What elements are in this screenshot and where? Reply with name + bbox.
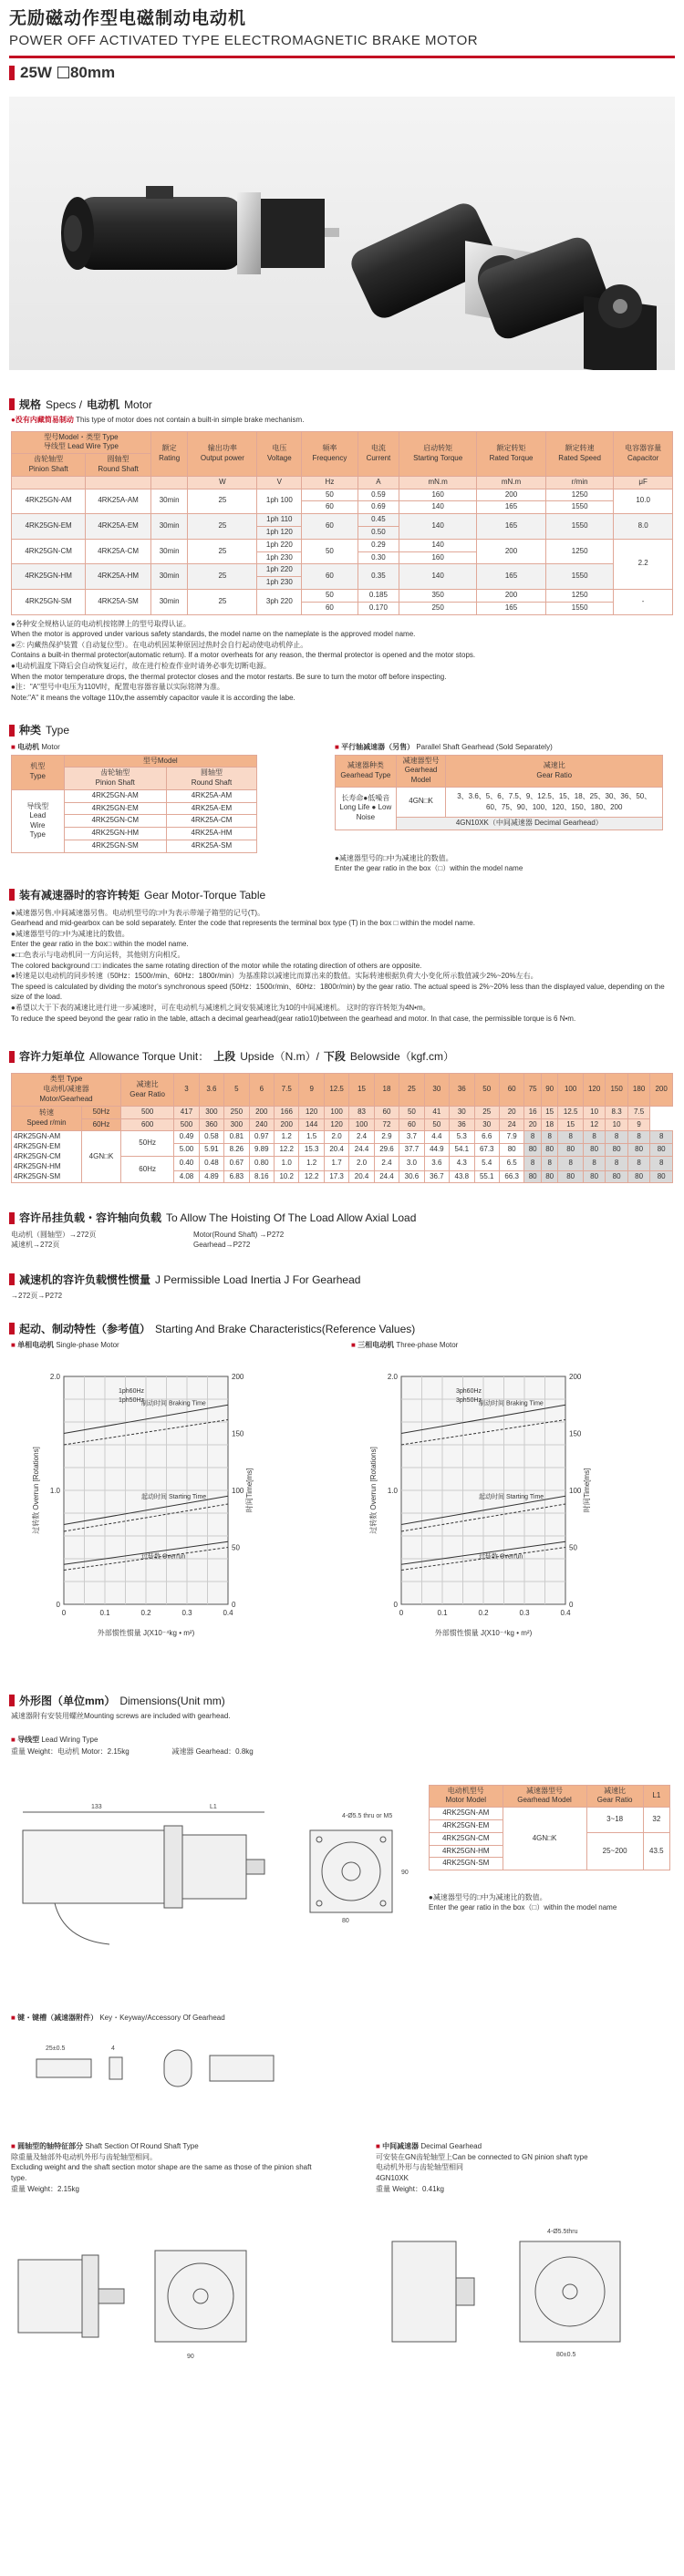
torque-cell: 8 [524,1156,542,1170]
torque-cell: 80 [650,1170,673,1183]
ratio-cell: 200 [650,1074,673,1106]
dims-heading: 外形图（单位mm） Dimensions(Unit mm) [9,1694,675,1708]
speed-cell: 83 [349,1106,374,1118]
product-photo [9,97,675,370]
x-tick-label: 0.2 [478,1608,489,1617]
speed-cell: 240 [249,1118,274,1131]
dims-weight: 重量 Weight：电动机 Motor：2.15kg 减速器 Gearhead：0.8kg [11,1747,254,1757]
dim-133: 133 [91,1803,102,1810]
curve-label-starting: 起动时间 Starting Time [479,1493,544,1500]
bottom-svg [0,2205,684,2387]
torque-cell: 1.2 [275,1131,299,1144]
spec-row: 4RK25GN-HM 4RK25A-HM 30min 25 1ph 220 60 0.35 140 165 1550 [12,564,673,577]
torque-cell: 80 [558,1144,583,1157]
bottom-block [0,2141,684,2396]
y-axis-label: 过转数 Overrun [Rotations] [369,1446,378,1534]
torque-cell: 0.80 [249,1156,274,1170]
speed-cell: 600 [121,1118,174,1131]
torque-cell: 5.91 [199,1144,223,1157]
power-size-heading [0,58,684,84]
torque-cell: 24.4 [374,1170,399,1183]
y-tick-label: 0 [569,1600,574,1609]
dim-L1: L1 [210,1803,217,1810]
torque-cell: 0.48 [199,1156,223,1170]
types-gear-label: ■ 平行轴减速器（另售） Parallel Shaft Gearhead (Sold Separately) [335,742,553,751]
torque-cell: 80 [541,1144,558,1157]
torque-cell: 6.6 [474,1131,499,1144]
torque-cell: 80 [606,1170,627,1183]
torque-cell: 4.89 [199,1170,223,1183]
curve-label-overrun: 过转数 Overrun [141,1553,186,1561]
dim-key-25: 25±0.5 [46,2045,66,2053]
torque-cell: 67.3 [474,1144,499,1157]
torque-cell: 80 [627,1170,649,1183]
y2-tick-label: 2.0 [49,1372,60,1381]
chart1-title: ■ 单相电动机 Single-phase Motor [11,1340,119,1349]
torque-cell: 2.4 [349,1131,374,1144]
torque-cell: 8.16 [249,1170,274,1183]
torque-cell: 80 [583,1144,605,1157]
allowance-table: 类型 Type 电动机/减速器 Motor/Gearhead 减速比 Gear Ratio 3 3.6 5 6 7.5 9 12.5 15 18 25 30 36 50 60 75 90 100 120 150 180 200 转速 Speed r/min 50Hz 500 417 300 250 200 166 120 100 83 60 50 41 30 25 20 16 15 12.5 10 8.3 7.5 60Hz 600 500 360 300 240 200 144 120 100 72 60 50 36 30 24 20 18 15 12 10 9 4RK25GN-AM 4RK25GN-EM 4RK25GN-CM 4RK25GN-HM 4RK25GN-SM 4GN□K 50Hz 0.49 0.58 0.81 0.97 1.2 1.5 2.0 2.4 2.9 3.7 4.4 5.3 6.6 7.9 8 8 8 8 8 8 8 5.00 5.91 8.26 9.89 12.2 15.3 20.4 24.4 29.6 37.7 44.9 54.1 67.3 80 80 80 80 80 80 80 80 60Hz 0.40 0.48 0.67 0.80 1.0 1.2 1.7 2.0 2.4 3.0 3.6 4.3 5.4 6.5 8 8 8 8 8 8 8 4.08 4.89 6.83 8.16 10.2 12.2 17.3 20.4 24.4 30.6 36.7 43.8 55.1 66.3 80 80 80 80 80 80 80 [11,1073,673,1183]
speed-cell: 360 [199,1118,223,1131]
y2-tick-label: 1.0 [49,1486,60,1495]
speed-cell: 200 [249,1106,274,1118]
torque-cell: 8 [606,1156,627,1170]
types-heading: 种类 Type [9,723,675,737]
torque-cell: 9.89 [249,1144,274,1157]
y2-tick-label: 0 [56,1600,60,1609]
torque-cell: 0.81 [224,1131,249,1144]
ratio-cell: 30 [424,1074,449,1106]
types-gear-note: ●减速器型号的□中为减速比的数值。 Enter the gear ratio in the box（□）within the model name [335,853,523,873]
speed-cell: 8.3 [606,1106,627,1118]
torque-cell: 0.58 [199,1131,223,1144]
torque-cell: 3.7 [399,1131,424,1144]
torque-cell: 8 [583,1131,605,1144]
speed-cell: 100 [349,1118,374,1131]
charts-block [0,1340,684,1686]
torque-cell: 0.49 [174,1131,199,1144]
torque-cell: 2.0 [349,1156,374,1170]
speed-cell: 120 [299,1106,324,1118]
torque-cell: 2.9 [374,1131,399,1144]
ratio-cell: 180 [627,1074,649,1106]
torque-cell: 44.9 [424,1144,449,1157]
y-tick-label: 100 [232,1486,244,1495]
ratio-cell: 60 [499,1074,523,1106]
torque-cell: 24.4 [349,1144,374,1157]
x-tick-label: 0.4 [560,1608,571,1617]
ratio-cell: 100 [558,1074,583,1106]
torque-cell: 0.40 [174,1156,199,1170]
y2-axis-label: 时间Time[ms] [583,1468,591,1513]
legend-1: 1ph60Hz [119,1387,145,1395]
torque-cell: 30.6 [399,1170,424,1183]
specs-subnote: ●没有内藏简易制动 This type of motor does not contain a built-in simple brake mechanism. [11,416,305,425]
ratio-cell: 75 [524,1074,542,1106]
y-tick-label: 100 [569,1486,582,1495]
speed-cell: 100 [324,1106,348,1118]
dims-drawing [0,1785,684,2013]
square-icon [57,67,69,78]
y2-tick-label: 2.0 [387,1372,398,1381]
chart2-title: ■ 三相电动机 Three-phase Motor [351,1340,459,1349]
torque-cell: 80 [524,1144,542,1157]
x-tick-label: 0 [61,1608,67,1617]
torque-cell: 4.08 [174,1170,199,1183]
y2-tick-label: 1.0 [387,1486,398,1495]
x-tick-label: 0.2 [140,1608,151,1617]
ratio-cell: 18 [374,1074,399,1106]
torque-cell: 80 [558,1170,583,1183]
torque-cell: 1.7 [324,1156,348,1170]
ratio-cell: 5 [224,1074,249,1106]
speed-cell: 500 [121,1106,174,1118]
torque-cell: 36.7 [424,1170,449,1183]
dim-80: 80 [342,1917,349,1924]
torque-cell: 43.8 [450,1170,474,1183]
ratio-cell: 25 [399,1074,424,1106]
torque-cell: 80 [524,1170,542,1183]
torque-cell: 8 [524,1131,542,1144]
legend-1: 3ph60Hz [456,1387,482,1395]
ratio-cell: 3.6 [199,1074,223,1106]
decimal-title: ■ 中间减速器 Decimal Gearhead 可安装在GN齿轮轴型上Can be connected to GN pinion shaft type 电动机外形与齿轮轴型相同 4GN10XK 重量 Weight：0.41kg [376,2142,588,2193]
torque-cell: 1.0 [275,1156,299,1170]
specs-notes: ●各种安全规格认证的电动机按铭牌上的型号取得认证。 When the motor is approved under various safety standards, the model name on the nameplate is the approved model name. ●Ⓩ: 内藏热保护装置（自动复位型）。在电动机因某种原因过热时会自行起动使电动机停止。 Contains a built-in thermal protector(automatic return). If a motor overheats for any reason, the thermal protector is opened and the motor stops. ●电动机温度下降后会自动恢复运行，故在进行检查作业时请务必事先切断电源。 When the motor temperature drops, the thermal protector closes and the motor restarts. Be sure to turn the motor off before inspecting. ●注："A"型号中电压为110V时，配置电容器容量以实际铭牌为准。 Note:"A" it means the voltage 110v,the assembly capacitor vaule it is according the labe. [11,619,476,702]
spec-row: 4RK25GN-SM 4RK25A-SM 30min 25 3ph 220 50 0.185 350 200 1250 - [12,589,673,602]
x-tick-label: 0.1 [437,1608,448,1617]
torque-cell: 8 [541,1131,558,1144]
speed-cell: 50 [424,1118,449,1131]
ratio-cell: 9 [299,1074,324,1106]
torque-cell: 8 [558,1131,583,1144]
x-tick-label: 0.3 [181,1608,192,1617]
motor-photo-svg [9,97,675,370]
y-tick-label: 200 [232,1372,244,1381]
speed-cell: 25 [474,1106,499,1118]
dim-m5: 4-Ø5.5thru [547,2229,578,2236]
ratio-cell: 6 [249,1074,274,1106]
curve-label-braking: 制动时间 Braking Time [141,1400,206,1407]
torque-cell: 80 [650,1144,673,1157]
key-svg [0,2023,684,2132]
torque-cell: 80 [583,1170,605,1183]
dims-sub: 减速器附有安装用螺丝Mounting screws are included with gearhead. [11,1711,231,1720]
dim-4o5: 4-Ø5.5 thru or M5 [342,1812,393,1819]
torque-cell: 80 [541,1170,558,1183]
speed-cell: 120 [324,1118,348,1131]
torque-cell: 20.4 [324,1144,348,1157]
speed-cell: 7.5 [627,1106,649,1118]
inertia-ref: →272页→P272 [11,1291,63,1300]
speed-cell: 12 [583,1118,605,1131]
torque-cell: 8 [627,1156,649,1170]
ratio-cell: 36 [450,1074,474,1106]
types-motor-table: 机型 Type 型号Model 齿轮轴型 Pinion Shaft 圆轴型 Round Shaft 导线型 Lead Wire Type 4RK25GN-AM 4RK25A-AM 4RK25GN-EM 4RK25A-EM 4RK25GN-CM 4RK25A-CM 4RK25GN-HM 4RK25A-HM 4RK25GN-SM 4RK25A-SM [11,755,257,853]
legend-2: 3ph50Hz [456,1396,482,1404]
ratio-cell: 150 [606,1074,627,1106]
x-tick-label: 0.4 [223,1608,233,1617]
torque-cell: 29.6 [374,1144,399,1157]
chart-three-phase [365,1358,638,1686]
torque-cell: 5.4 [474,1156,499,1170]
x-tick-label: 0 [399,1608,404,1617]
y2-axis-label: 时间Time[ms] [245,1468,254,1513]
charts-heading: 起动、制动特性（参考值） Starting And Brake Characteristics(Reference Values) [9,1322,675,1336]
torque-cell: 8.26 [224,1144,249,1157]
y-tick-label: 50 [569,1543,577,1552]
dims-table: 电动机型号 Motor Model 减速器型号 Gearhead Model 减速比 Gear Ratio L1 4RK25GN-AM 4GN□K 3~18 32 4RK25GN-EM 4RK25GN-CM 25~200 43.5 4RK25GN-HM 4RK25GN-SM [429,1785,670,1871]
title-cn: 无励磁动作型电磁制动电动机 [9,9,247,28]
speed-cell: 9 [627,1118,649,1131]
speed-cell: 10 [583,1106,605,1118]
torque-cell: 5.00 [174,1144,199,1157]
y-tick-label: 50 [232,1543,240,1552]
y-tick-label: 0 [232,1600,236,1609]
torque-cell: 1.5 [299,1131,324,1144]
speed-cell: 60 [399,1118,424,1131]
torque-cell: 7.9 [499,1131,523,1144]
speed-cell: 144 [299,1118,324,1131]
torque-cell: 3.0 [399,1156,424,1170]
torque-cell: 8 [583,1156,605,1170]
torque-cell: 2.0 [324,1131,348,1144]
title-en: POWER OFF ACTIVATED TYPE ELECTROMAGNETIC BRAKE MOTOR [9,32,479,48]
torque-cell: 8 [650,1131,673,1144]
speed-cell: 250 [224,1106,249,1118]
inertia-heading: 减速机的容许负载惯性惯量 J Permissible Load Inertia J For Gearhead [9,1273,675,1287]
speed-cell: 12.5 [558,1106,583,1118]
speed-cell: 166 [275,1106,299,1118]
spec-row: 4RK25GN-CM 4RK25A-CM 30min 25 1ph 220 50 0.29 140 200 1250 2.2 [12,539,673,551]
torque-cell: 15.3 [299,1144,324,1157]
key-drawing [0,2023,684,2132]
torque-cell: 12.2 [275,1144,299,1157]
torque-notes: ●减速器另售,中间减速器另售。电动机型号的□中为表示带端子箱型的记号(T)。 Gearhead and mid-gearbox can be sold separately. Enter the code that represents the terminal box type (T) in the box □ within the model name. ●减速器型号的□中为减速比的数值。 Enter the gear ratio in the box□ within the model name. ●□□色表示与电动机同一方向运转，其他则方向相反。 The colored background □□ indicates the same rotating direction of the motor while the rotating direction of others are opposite. ●转速是以电动机的同步转速（50Hz：1500r/min、60Hz：1800r/min）为基准除以减速比而算出来的数值。实际转速根据负荷大小变化所示数值减少2%~20%左右。 The speed is calculated by dividing the motor's synchronous speed (50Hz：1500r/min、60Hz：1800r/min) by the gear ratio. The actual speed is 2%~20% less than the displayed value, depending on the size of the load. ●希望以大于下表的减速比进行进一步减速时，可在电动机与减速机之间安装减速比为10的中间减速机。 这时的容许转矩为4N•m。 To reduce the speed beyond the gear ratio in the table, attach a decimal gearhead(gear ratio10)between the gearhead and motor. In that case, the permissible torque is 6 N•m. [11,908,665,1023]
x-axis-label: 外部惯性惯量 J(X10⁻⁴kg • m²) [97,1628,195,1637]
speed-cell: 200 [275,1118,299,1131]
dims-lead: ■ 导线型 Lead Wiring Type [11,1735,98,1744]
ratio-cell: 15 [349,1074,374,1106]
motor-1 [61,186,339,274]
dim-80b: 80±0.5 [556,2352,576,2359]
types-motor-label: ■ 电动机 Motor [11,742,60,751]
torque-cell: 80 [499,1144,523,1157]
speed-cell: 60 [374,1106,399,1118]
curve-label-overrun: 过转数 Overrun [479,1553,523,1561]
speed-cell: 20 [499,1106,523,1118]
y-tick-label: 200 [569,1372,582,1381]
torque-cell: 66.3 [499,1170,523,1183]
torque-cell: 80 [627,1144,649,1157]
torque-cell: 5.3 [450,1131,474,1144]
ratio-cell: 7.5 [275,1074,299,1106]
legend-2: 1ph50Hz [119,1396,145,1404]
spec-row: 4RK25GN-EM 4RK25A-EM 30min 25 1ph 110 60 0.45 140 165 1550 8.0 [12,514,673,527]
x-tick-label: 0.1 [99,1608,110,1617]
torque-cell: 37.7 [399,1144,424,1157]
size-label: 80mm [57,63,115,84]
torque-cell: 8 [558,1156,583,1170]
torque-cell: 6.83 [224,1170,249,1183]
speed-cell: 20 [524,1118,542,1131]
ratio-cell: 12.5 [324,1074,348,1106]
ratio-cell: 3 [174,1074,199,1106]
torque-cell: 8 [627,1131,649,1144]
torque-cell: 2.4 [374,1156,399,1170]
power-label: 25W [20,63,52,81]
y-tick-label: 150 [232,1429,244,1438]
key-title: ■ 键・键槽（减速器附件） Key・Keyway/Accessory Of Gearhead [11,2013,225,2022]
curve-label-braking: 制动时间 Braking Time [479,1400,544,1407]
torque-cell: 1.2 [299,1156,324,1170]
torque-cell: 55.1 [474,1170,499,1183]
specs-table: 型号Model・类型 Type 导线型 Lead Wire Type 额定 Rating 输出功率 Output power 电压 Voltage 频率 Frequency 电流 Current 启动转矩 Starting Torque 额定转矩 Rated Torque 额定转速 Rated Speed 电容器容量 Capacitor 齿轮轴型 Pinion Shaft 圆轴型 Round Shaft W V Hz A mN.m mN.m r/min μF 4RK25GN-AM 4RK25A-AM 30min 25 1ph 100 50 0.59 160 200 1250 10.0 60 0.69 140 165 1550 4RK25GN-EM 4RK25A-EM 30min 25 1ph 110 60 0.45 140 165 1550 8.0 1ph 120 0.50 4RK25GN-CM 4RK25A-CM 30min 25 1ph 220 50 0.29 140 200 1250 2.2 1ph 230 0.30 160 4RK25GN-HM 4RK25A-HM 30min 25 1ph 220 60 0.35 140 165 1550 1ph 230 4RK25GN-SM 4RK25A-SM 30min 25 3ph 220 50 0.185 350 200 1250 - 60 0.170 250 165 1550 [11,431,673,615]
torque-heading: 装有减速器时的容许转矩 Gear Motor-Torque Table [9,888,675,902]
speed-cell: 41 [424,1106,449,1118]
speed-cell: 30 [474,1118,499,1131]
speed-cell: 18 [541,1118,558,1131]
ratio-cell: 50 [474,1074,499,1106]
torque-cell: 54.1 [450,1144,474,1157]
speed-cell: 15 [541,1106,558,1118]
x-axis-label: 外部惯性惯量 J(X10⁻⁴kg • m²) [434,1628,533,1637]
dims-table-note: ●减速器型号的□中为减速比的数值。 Enter the gear ratio in the box（□）within the model name [429,1892,617,1912]
chart-single-phase [27,1358,301,1686]
speed-cell: 300 [224,1118,249,1131]
speed-cell: 10 [606,1118,627,1131]
dim-90b: 90 [187,2354,194,2361]
y-axis-label: 过转数 Overrun [Rotations] [32,1446,40,1534]
speed-cell: 30 [450,1106,474,1118]
speed-cell: 36 [450,1118,474,1131]
torque-cell: 20.4 [349,1170,374,1183]
torque-cell: 8 [650,1156,673,1170]
hoist-heading: 容许吊挂负载・容许轴向负载 To Allow The Hoisting Of The Load Allow Axial Load [9,1211,675,1225]
types-block [11,742,673,879]
header [0,0,684,50]
torque-cell: 3.6 [424,1156,449,1170]
dim-90: 90 [401,1869,409,1876]
spec-row: 4RK25GN-AM 4RK25A-AM 30min 25 1ph 100 50 0.59 160 200 1250 10.0 [12,489,673,501]
y2-tick-label: 0 [393,1600,398,1609]
speed-cell: 500 [174,1118,199,1131]
torque-cell: 4.3 [450,1156,474,1170]
speed-cell: 15 [558,1118,583,1131]
torque-cell: 10.2 [275,1170,299,1183]
speed-cell: 417 [174,1106,199,1118]
specs-heading: 规格 Specs / 电动机 Motor [9,397,675,412]
dim-key-4: 4 [111,2045,115,2053]
speed-cell: 24 [499,1118,523,1131]
heading-bar [9,66,15,80]
speed-cell: 50 [399,1106,424,1118]
y-tick-label: 150 [569,1429,582,1438]
torque-cell: 8 [606,1131,627,1144]
torque-cell: 0.97 [249,1131,274,1144]
ratio-cell: 120 [583,1074,605,1106]
torque-cell: 80 [606,1144,627,1157]
torque-cell: 0.67 [224,1156,249,1170]
torque-cell: 4.4 [424,1131,449,1144]
torque-cell: 12.2 [299,1170,324,1183]
speed-cell: 72 [374,1118,399,1131]
allowance-heading: 容许力矩单位 Allowance Torque Unit： 上段 Upside（N.m）/ 下段 Belowside（kgf.cm） [9,1049,675,1064]
round-title: ■ 圆轴型的轴特征部分 Shaft Section Of Round Shaft Type 除重量及轴部外电动机外形与齿轮轴型相同。 Excluding weight and the shaft section motor shape are the same as those of the pinion shaft type. 重量 Weight：2.15kg [11,2142,312,2193]
torque-cell: 17.3 [324,1170,348,1183]
torque-cell: 8 [541,1156,558,1170]
curve-label-starting: 起动时间 Starting Time [141,1493,207,1500]
speed-cell: 300 [199,1106,223,1118]
ratio-cell: 90 [541,1074,558,1106]
types-gear-table: 减速器种类 Gearhead Type 减速器型号 Gearhead Model 减速比 Gear Ratio 长寿命●低噪音 Long Life ● Low Noise 4GN□K 3、3.6、5、6、7.5、9、12.5、15、18、25、30、36、50、60、75、90、100、120、150、180、200 4GN10XK（中间减速器 Decimal Gearhead） [335,755,663,830]
x-tick-label: 0.3 [519,1608,530,1617]
speed-cell: 16 [524,1106,542,1118]
hoist-refs: 电动机（圆轴型）→272页 Motor(Round Shaft) →P272 减速机→272页 Gearhead→P272 [11,1230,285,1250]
torque-cell: 6.5 [499,1156,523,1170]
